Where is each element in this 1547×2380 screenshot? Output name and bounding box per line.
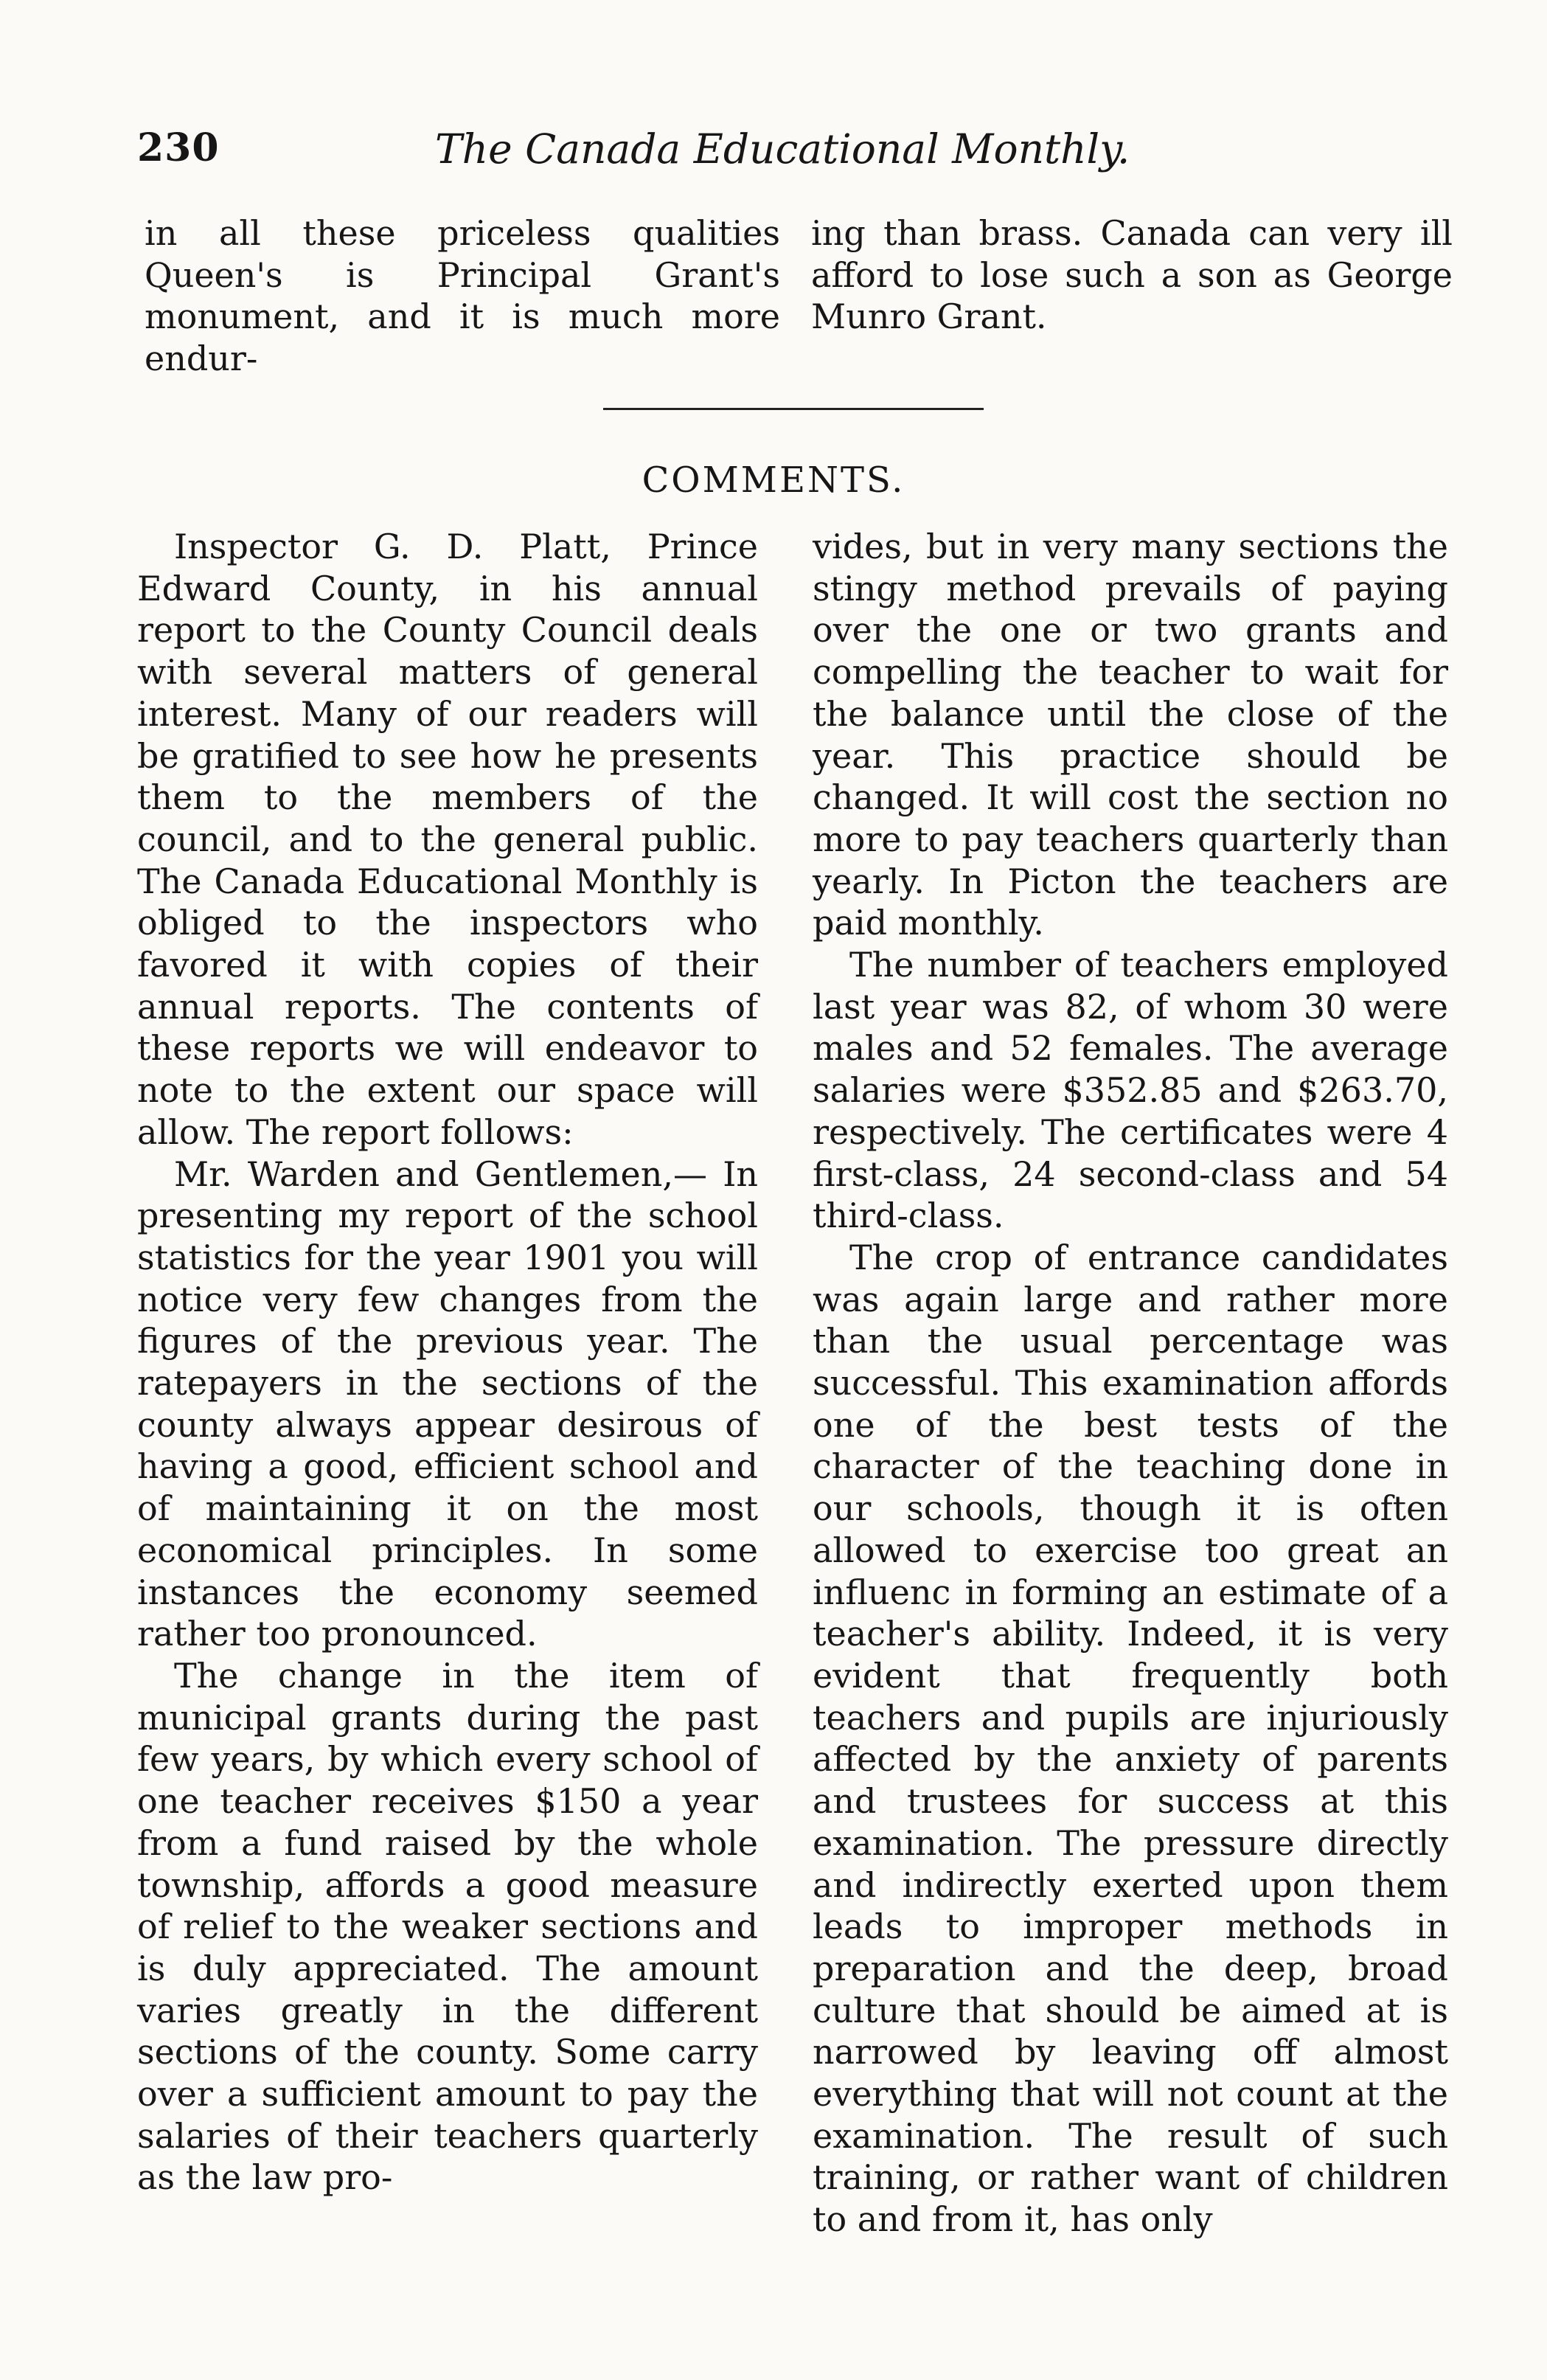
top-left-column <box>145 212 780 380</box>
page-header <box>137 125 1130 184</box>
section-heading: COMMENTS. <box>642 459 905 501</box>
right-paragraph-2: The number of teachers employed last year was 82, of whom 30 were males and 52 females. The average salaries were $352.85 and $263.70, respectively. The certificates were 4 first-class, 24 second-class and 54 third-class. <box>813 945 1448 1236</box>
left-paragraph-2: Mr. Warden and Gentlemen,— In presenting my report of the school statistics for the year 1901 you will notice very few changes from the figures of the previous year. The ratepayers in the sections of the county always appear desirous of having a good, efficient school and of maintaining it on the most economical principles. In some instances the economy seemed rather too pronounced. <box>137 1153 758 1654</box>
page-number: 230 <box>137 125 220 170</box>
left-paragraph-3: The change in the item of municipal grants during the past few years, by which every school of one teacher receives $150 a year from a fund raised by the whole township, affords a good measure of relief to the weaker sections and is duly appreciated. The amount varies greatly in the different sections of the county. Some carry over a sufficient amount to pay the salaries of their teachers quarterly as the law pro- <box>137 1655 758 2198</box>
left-column <box>137 526 758 2199</box>
left-paragraph-1: Inspector G. D. Platt, Prince Edward County, in his annual report to the County Council deals with several matters of general interest. Many of our readers will be gratified to see how he presents them to the members of the council, and to the general public. The Canada Educational Monthly is obliged to the inspectors who favored it with copies of their annual reports. The contents of these reports we will endeavor to note to the extent our space will allow. The report follows: <box>137 527 758 1152</box>
right-paragraph-1: vides, but in very many sections the stingy method prevails of paying over the one or two grants and compelling the teacher to wait for the balance until the close of the year. This practice should be changed. It will cost the section no more to pay teachers quarterly than yearly. In Picton the teachers are paid monthly. <box>813 527 1448 943</box>
section-divider <box>603 408 984 410</box>
running-title: The Canada Educational Monthly. <box>435 125 1130 173</box>
right-paragraph-3: The crop of entrance candidates was again large and rather more than the usual percentage was successful. This examination affords one of the best tests of the character of the teaching done in our schools, though it is often allowed to exercise too great an influenc in forming an estimate of a teacher's ability. Indeed, it is very evident that frequently both teachers and pupils are injuriously affected by the anxiety of parents and trustees for success at this examination. The pressure directly and indirectly exerted upon them leads to improper methods in preparation and the deep, broad culture that should be aimed at is narrowed by leaving off almost everything that will not count at the examination. The result of such training, or rather want of children to and from it, has only <box>813 1237 1448 2240</box>
top-left-paragraph: in all these priceless qualities Queen's is Principal Grant's monument, and it is much more endur- <box>145 213 780 379</box>
top-right-paragraph: ing than brass. Canada can very ill afford to lose such a son as George Munro Grant. <box>811 213 1453 337</box>
top-right-column <box>811 212 1453 338</box>
right-column <box>813 526 1448 2241</box>
